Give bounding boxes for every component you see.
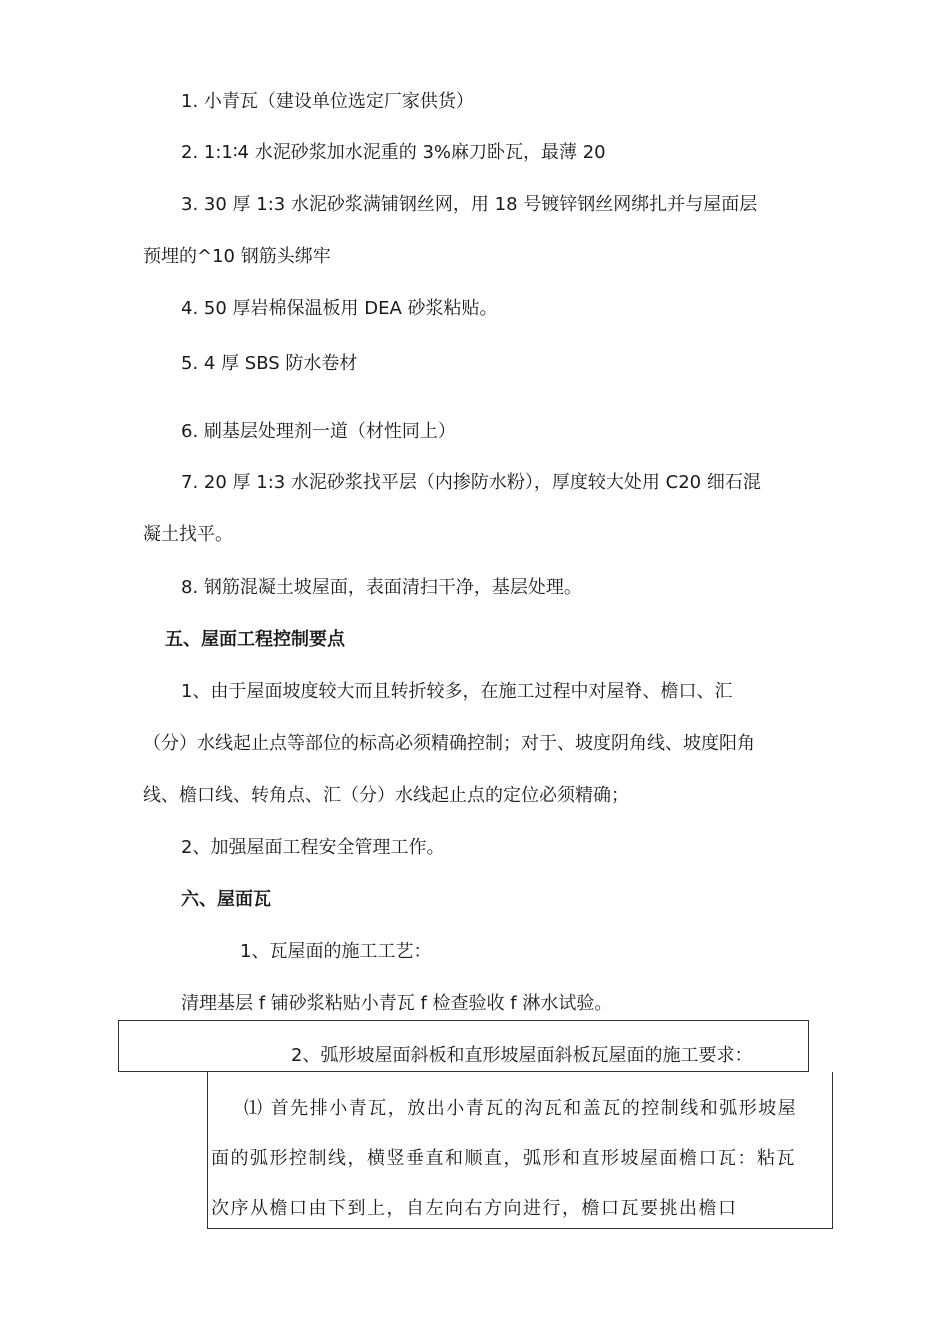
- item-2: 2. 1:1∶4 水泥砂浆加水泥重的 3%麻刀卧瓦，最薄 20: [181, 142, 606, 163]
- requirement-1-line-3: 次序从檐口由下到上，自左向右方向进行，檐口瓦要挑出檐口: [211, 1198, 738, 1219]
- section-5-para-2: 2、加强屋面工程安全管理工作。: [181, 837, 445, 858]
- requirement-1-line-1: ⑴ 首先排小青瓦，放出小青瓦的沟瓦和盖瓦的控制线和弧形坡屋: [244, 1098, 798, 1119]
- item-5: 5. 4 厚 SBS 防水卷材: [181, 353, 358, 374]
- section-5-para-1-line-3: 线、檐口线、转角点、汇（分）水线起止点的定位必须精确；: [143, 785, 629, 806]
- item-1: 1. 小青瓦（建设单位选定厂家供货）: [181, 91, 474, 112]
- section-6-process: 清理基层 f 铺砂浆粘贴小青瓦 f 检查验收 f 淋水试验。: [181, 993, 613, 1014]
- section-6-sub-2: 2、弧形坡屋面斜板和直形坡屋面斜板瓦屋面的施工要求：: [291, 1045, 753, 1066]
- section-5-para-1-line-2: （分）水线起止点等部位的标高必须精确控制；对于、坡度阴角线、坡度阳角: [143, 733, 755, 754]
- section-6-heading: 六、屋面瓦: [181, 889, 271, 910]
- requirement-1-line-2: 面的弧形控制线，横竖垂直和顺直，弧形和直形坡屋面檐口瓦：粘瓦: [211, 1148, 796, 1169]
- item-8: 8. 钢筋混凝土坡屋面，表面清扫干净，基层处理。: [181, 577, 582, 598]
- item-7-line-1: 7. 20 厚 1:3 水泥砂浆找平层（内掺防水粉），厚度较大处用 C20 细石混: [181, 472, 761, 493]
- item-4: 4. 50 厚岩棉保温板用 DEA 砂浆粘贴。: [181, 298, 498, 319]
- section-5-heading: 五、屋面工程控制要点: [165, 629, 345, 650]
- item-3-line-1: 3. 30 厚 1:3 水泥砂浆满铺钢丝网，用 18 号镀锌钢丝网绑扎并与屋面层: [181, 194, 758, 215]
- item-3-line-2: 预埋的^10 钢筋头绑牢: [143, 246, 331, 267]
- section-6-sub-1: 1、瓦屋面的施工工艺：: [240, 941, 432, 962]
- item-6: 6. 刷基层处理剂一道（材性同上）: [181, 421, 456, 442]
- item-7-line-2: 凝土找平。: [143, 524, 233, 545]
- section-5-para-1-line-1: 1、由于屋面坡度较大而且转折较多，在施工过程中对屋脊、檐口、汇: [181, 681, 733, 702]
